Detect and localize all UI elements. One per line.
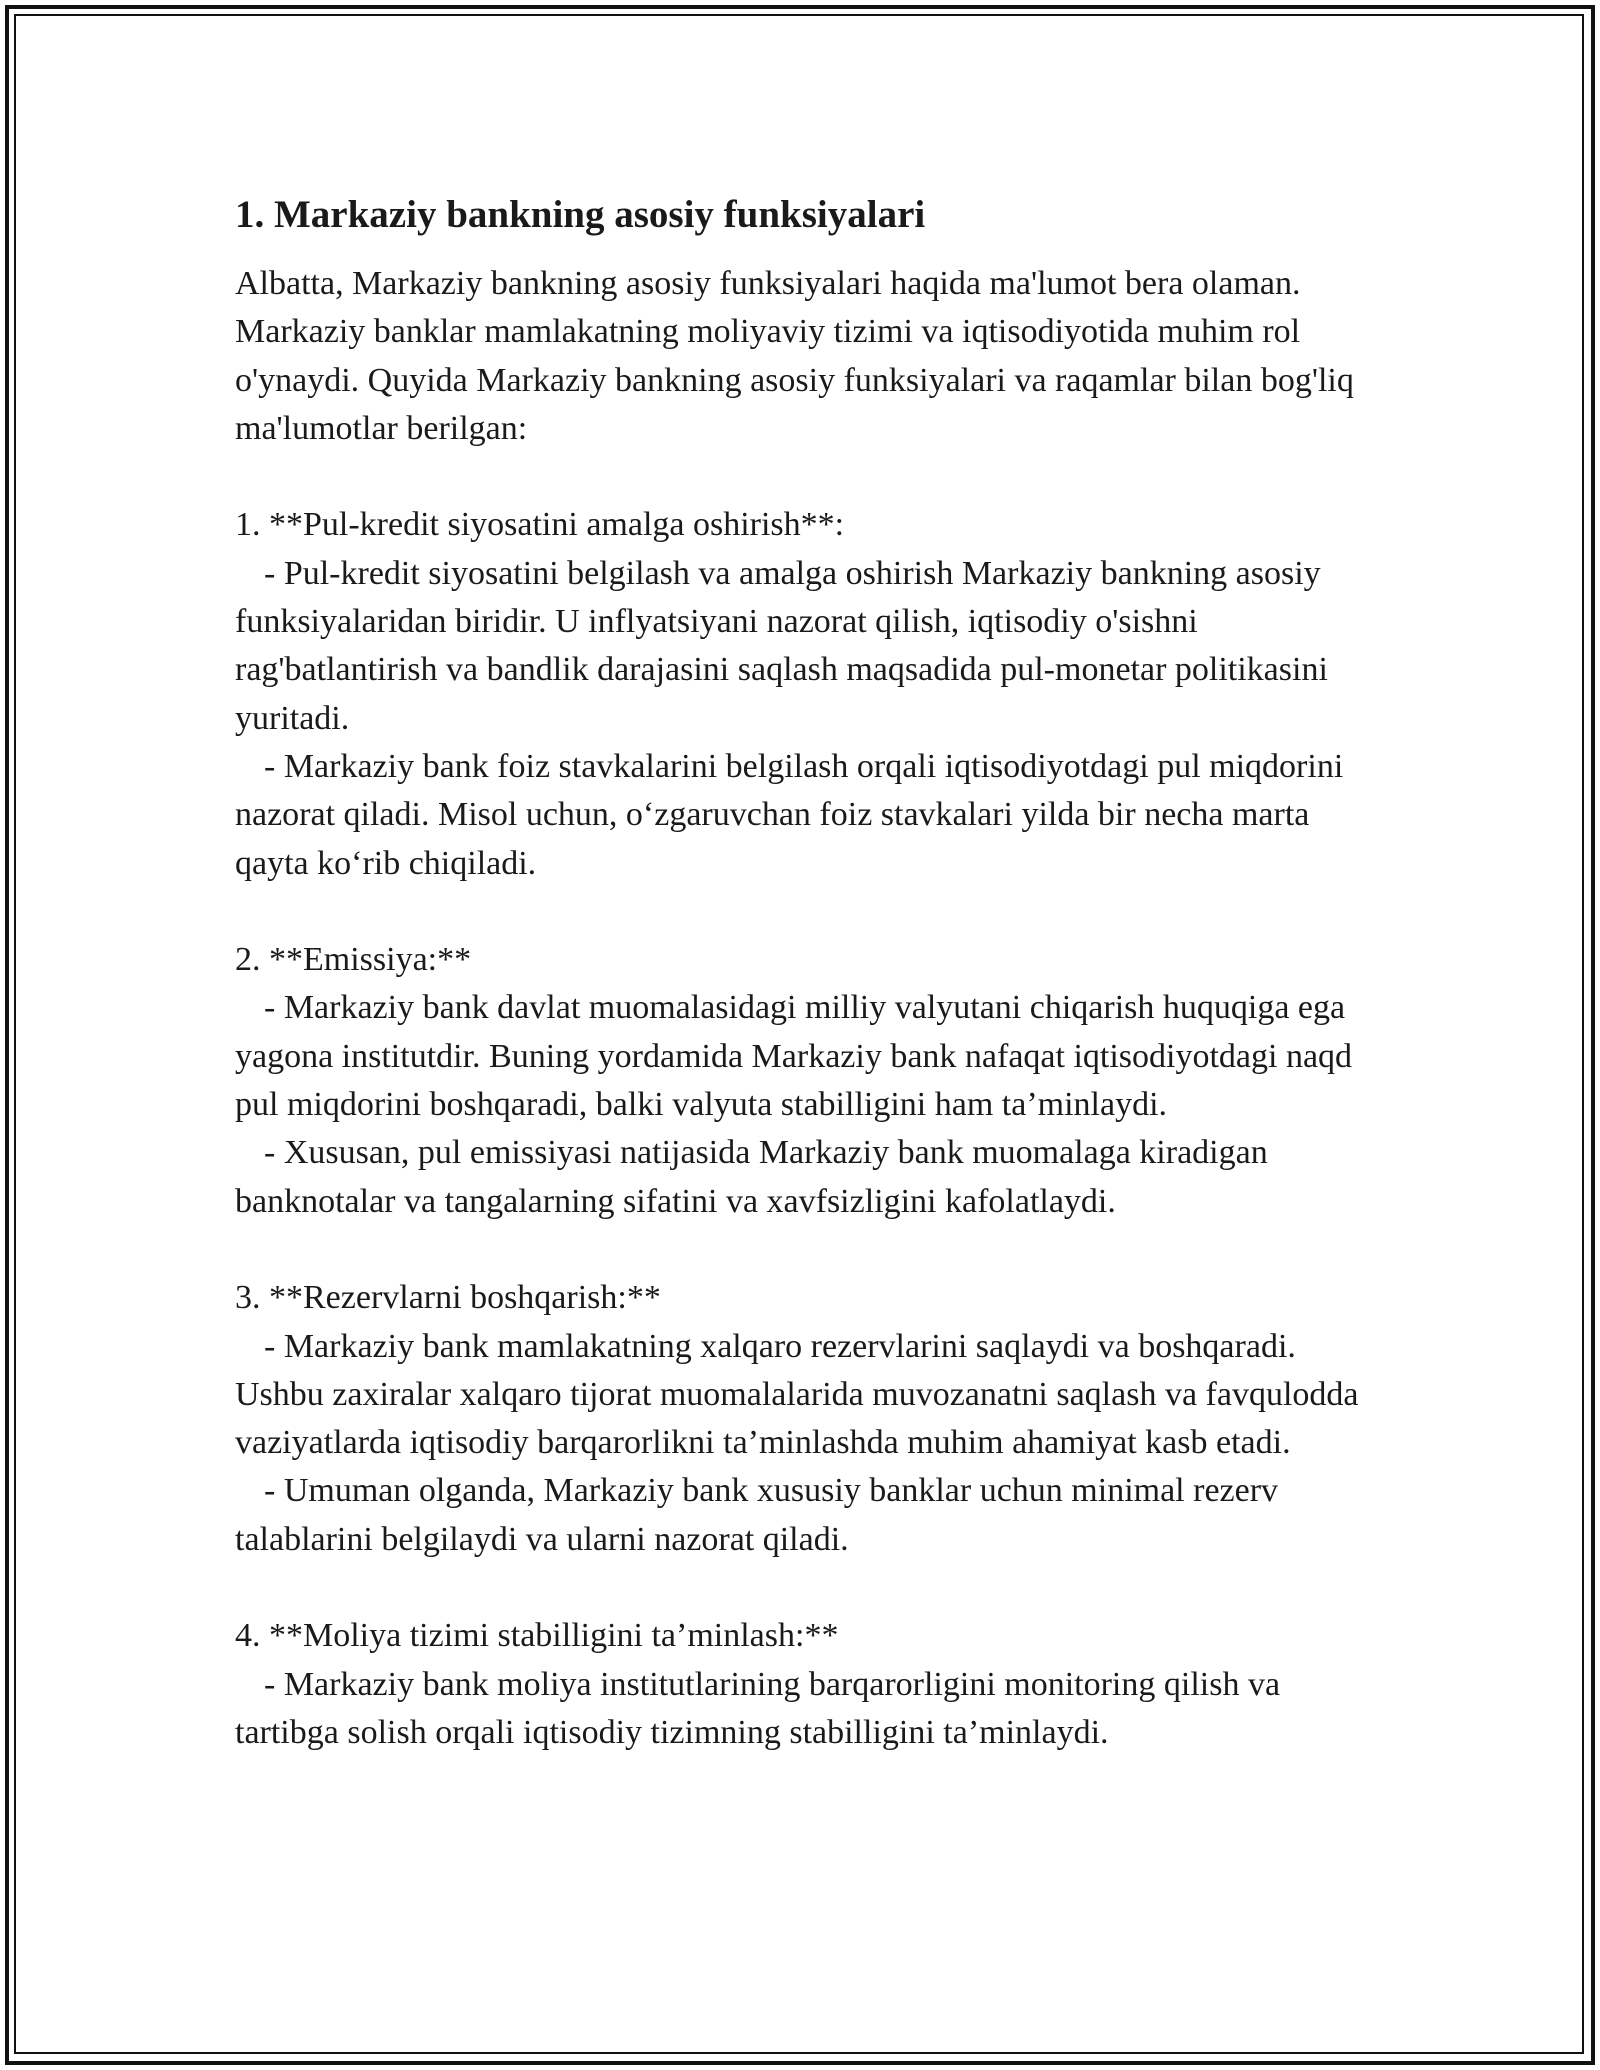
section-title: 1. **Pul-kredit siyosatini amalga oshirish**: [235,506,845,544]
section-item: - Markaziy bank moliya institutlarining barqarorligini monitoring qilish va tartibga solish orqali iqtisodiy tizimning stabilligini ta’minlaydi. [235,1665,1281,1751]
spacer [235,1564,1375,1612]
document-heading: 1. Markaziy bankning asosiy funksiyalari [235,193,926,236]
section-item: - Markaziy bank davlat muomalasidagi milliy valyutani chiqarish huquqiga ega yagona institutdir. Buning yordamida Markaziy bank nafaqat iqtisodiyotdagi naqd pul miqdorini boshqaradi, balki valyuta stabilligini ham ta’minlaydi. [235,989,1353,1124]
section-rezervlar [235,1274,1375,1564]
section-title: 4. **Moliya tizimi stabilligini ta’minlash:** [235,1617,839,1655]
spacer [235,1226,1375,1274]
section-item: - Markaziy bank mamlakatning xalqaro rezervlarini saqlaydi va boshqaradi. Ushbu zaxiralar xalqaro tijorat muomalalarida muvozanatni saqlash va favqulodda vaziyatlarda iqtisodiy barqarorlikni ta’minlashda muhim ahamiyat kasb etadi. [235,1327,1359,1462]
document-body [235,190,1375,1757]
section-emissiya [235,936,1375,1226]
section-title: 2. **Emissiya:** [235,941,472,979]
section-item: - Umuman olganda, Markaziy bank xususiy banklar uchun minimal rezerv talablarini belgilaydi va ularni nazorat qiladi. [235,1472,1279,1558]
intro-paragraph: Albatta, Markaziy bankning asosiy funksiyalari haqida ma'lumot bera olaman. Markaziy banklar mamlakatning moliyaviy tizimi va iqtisodiyotida muhim rol o'ynaydi. Quyida Markaziy bankning asosiy funksiyalari va raqamlar bilan bog'liq ma'lumotlar berilgan: [235,265,1354,447]
section-item: - Markaziy bank foiz stavkalarini belgilash orqali iqtisodiyotdagi pul miqdorini nazorat qiladi. Misol uchun, o‘zgaruvchan foiz stavkalari yilda bir necha marta qayta ko‘rib chiqiladi. [235,747,1344,882]
section-title: 3. **Rezervlarni boshqarish:** [235,1279,661,1317]
spacer [235,453,1375,501]
section-moliya-tizimi [235,1612,1375,1757]
section-item: - Xususan, pul emissiyasi natijasida Markaziy bank muomalaga kiradigan banknotalar va tangalarning sifatini va xavfsizligini kafolatlaydi. [235,1134,1268,1220]
section-pul-kredit [235,501,1375,887]
section-item: - Pul-kredit siyosatini belgilash va amalga oshirish Markaziy bankning asosiy funksiyalaridan biridir. U inflyatsiyani nazorat qilish, iqtisodiy o'sishni rag'batlantirish va bandlik darajasini saqlash maqsadida pul-monetar politikasini yuritadi. [235,554,1328,737]
spacer [235,888,1375,936]
